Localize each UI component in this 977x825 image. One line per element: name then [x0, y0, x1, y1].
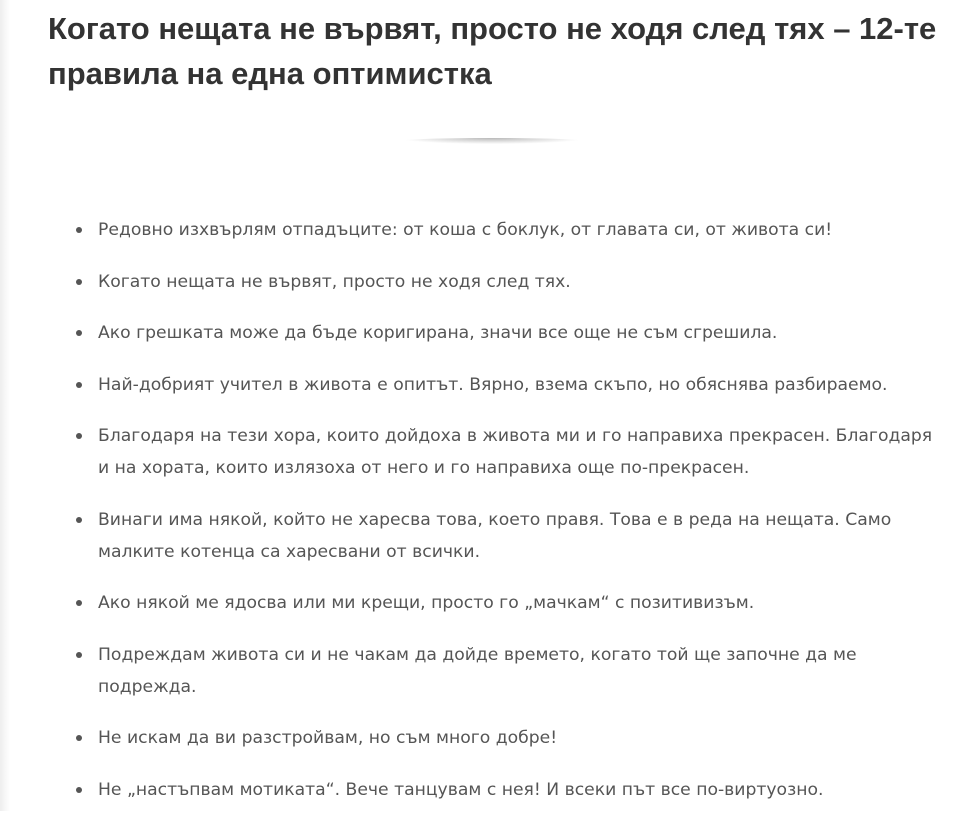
- bullet-icon: [76, 600, 82, 606]
- list-item: [48, 504, 948, 568]
- list-item: [48, 369, 948, 401]
- list-item: [48, 639, 948, 703]
- article: [48, 0, 948, 825]
- list-item: [48, 722, 948, 754]
- rule-text: Ако грешката може да бъде коригирана, значи все още не съм сгрешила.: [98, 323, 778, 343]
- bullet-icon: [76, 433, 82, 439]
- rules-list: [48, 214, 948, 806]
- list-item: [48, 266, 948, 298]
- list-item: [48, 774, 948, 806]
- rule-text: Редовно изхвърлям отпадъците: от коша с боклук, от главата си, от живота си!: [98, 220, 833, 240]
- title-divider: [400, 138, 584, 144]
- bullet-icon: [76, 330, 82, 336]
- list-item: [48, 214, 948, 246]
- bullet-icon: [76, 787, 82, 793]
- bullet-icon: [76, 227, 82, 233]
- list-item: [48, 420, 948, 484]
- bullet-icon: [76, 517, 82, 523]
- article-title: Когато нещата не вървят, просто не ходя след тях – 12-те правила на една оптимистка: [48, 11, 937, 91]
- rule-text: Когато нещата не вървят, просто не ходя след тях.: [98, 271, 571, 292]
- list-item: [48, 587, 948, 619]
- list-item: [48, 317, 948, 349]
- bullet-icon: [76, 652, 82, 658]
- rule-text: Ако някой ме ядосва или ми крещи, просто го „мачкам“ с позитивизъм.: [98, 593, 755, 613]
- rule-text: Винаги има някой, който не харесва това, което правя. Това е в реда на нещата. Само малките котенца са харесвани от всички.: [98, 509, 892, 562]
- rule-text: Най-добрият учител в живота е опитът. Вярно, взема скъпо, но обяснява разбираемо.: [98, 374, 888, 395]
- rule-text: Не „настъпвам мотиката“. Вече танцувам с нея! И всеки път все по-виртуозно.: [98, 779, 824, 800]
- bullet-icon: [76, 279, 82, 285]
- page-edge-shadow: [0, 0, 10, 811]
- bullet-icon: [76, 382, 82, 388]
- rule-text: Не искам да ви разстройвам, но съм много добре!: [98, 728, 558, 748]
- rule-text: Подреждам живота си и не чакам да дойде времето, когато той ще започне да ме подрежда.: [98, 644, 857, 697]
- bullet-icon: [76, 735, 82, 741]
- rule-text: Благодаря на тези хора, които дойдоха в живота ми и го направиха прекрасен. Благодаря и на хората, които излязоха от него и го направиха още по-прекрасен.: [98, 426, 933, 478]
